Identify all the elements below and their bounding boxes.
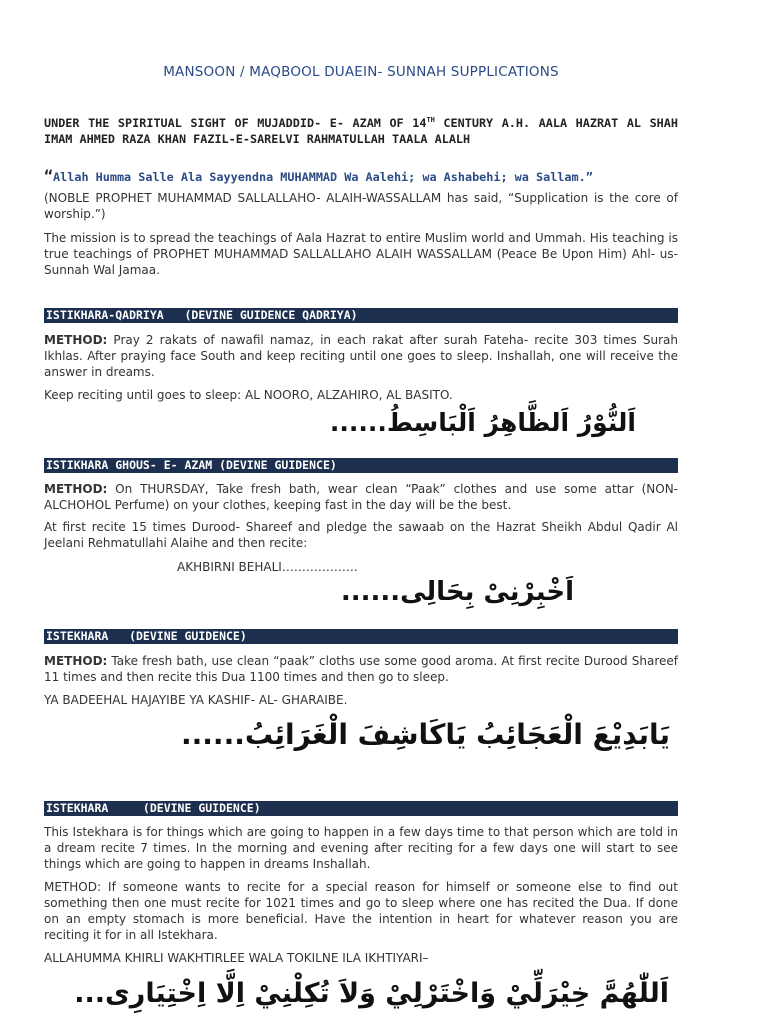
intro-line-a: UNDER THE SPIRITUAL SIGHT OF MUJADDID- E- AZAM OF 14 <box>44 115 427 130</box>
blessing-text: Allah Humma Salle Ala Sayyendna MUHAMMAD Wa Aalehi; wa Ashabehi; wa Sallam. <box>53 170 586 184</box>
section-2-method <box>44 481 678 513</box>
blessing-open-quote: “ <box>44 167 54 185</box>
method-text: On THURSDAY, Take fresh bath, wear clean “Paak” clothes and use some attar (NON- ALCHOHOL Perfume) on your clothes, keeping fast in the day will be the best. <box>44 482 678 512</box>
method-text: Pray 2 rakats of nawafil namaz, in each rakat after surah Fateha- recite 303 times Surah Ikhlas. After praying face South and keep reciting until one goes to sleep. Inshallah, one will receive the answer in dreams. <box>44 333 678 379</box>
section-2-extra: At first recite 15 times Durood- Shareef and pledge the sawaab on the Hazrat Sheikh Abdul Qadir Al Jeelani Rehmatullahi Alaihe and then recite: <box>44 520 678 550</box>
section-4-extra: ALLAHUMMA KHIRLI WAKHTIRLEE WALA TOKILNE ILA IKHTIYARI– <box>44 951 429 965</box>
hadith-paragraph: (NOBLE PROPHET MUHAMMAD SALLALLAHO- ALAIH-WASSALLAM has said, “Supplication is the core of worship.”) <box>44 191 678 221</box>
arabic-dua-4: اَللّٰهُمَّ خِيْرَلِّيْ وَاخْتَرْلِيْ وَلاَ تُكِلْنِيْ اِلَّا اِخْتِيَارِی... <box>74 978 669 1009</box>
section-2-transliteration: AKHBIRNI BEHALI………………. <box>177 560 358 574</box>
section-heading-istikhara-qadriya: ISTIKHARA-QADRIYA (DEVINE GUIDENCE QADRIYA) <box>44 308 678 323</box>
blessing-line <box>44 167 678 185</box>
blessing-close-quote: ” <box>585 170 593 184</box>
section-heading-istikhara-ghous-e-azam: ISTIKHARA GHOUS- E- AZAM (DEVINE GUIDENCE) <box>44 458 678 473</box>
section-3-extra: YA BADEEHAL HAJAYIBE YA KASHIF- AL- GHARAIBE. <box>44 693 348 707</box>
arabic-dua-2: اَخْبِرْنِیْ بِحَالِی...... <box>340 577 574 607</box>
intro-line-b: CENTURY A.H. AALA HAZRAT AL SHAH IMAM AHMED RAZA KHAN FAZIL-E-SARELVI RAHMATULLAH TAALA ALALH <box>44 115 678 146</box>
intro-superscript: TH <box>426 116 435 124</box>
arabic-dua-3: یَابَدِیْعَ الْعَجَائِبُ یَاکَاشِفَ الْغَرَائِبُ...... <box>181 718 670 751</box>
section-3-method <box>44 653 678 685</box>
arabic-dua-1: اَلنُّوْرُ اَلظَّاهِرُ اَلْبَاسِطُ...... <box>329 408 636 437</box>
method-label: METHOD: <box>44 333 108 347</box>
section-heading-istekhara-2: ISTEKHARA (DEVINE GUIDENCE) <box>44 801 678 816</box>
mission-paragraph: The mission is to spread the teachings of Aala Hazrat to entire Muslim world and Ummah. His teaching is true teachings of PROPHET MUHAMMAD SALLALLAHO ALAIH WASSALLAM (Peace Be Upon Him) Ahl- us- Sunnah Wal Jamaa. <box>44 231 678 277</box>
document-title: MANSOON / MAQBOOL DUAEIN- SUNNAH SUPPLICATIONS <box>163 64 559 80</box>
section-1-method <box>44 332 678 380</box>
method-label: METHOD: <box>44 654 108 668</box>
section-4-paragraph-2: METHOD: If someone wants to recite for a special reason for himself or someone else to find out something then one must recite for 1021 times and go to sleep where one has recited the Dua. If done on an empty stomach is more beneficial. Have the intention in heart for whatever reason you are reciting it for in all Istekhara. <box>44 880 678 942</box>
section-4-paragraph-1: This Istekhara is for things which are going to happen in a few days time to that person which are told in a dream recite 7 times. In the morning and evening after reciting for a few days one will start to see things which are going to happen in dreams Inshallah. <box>44 825 678 871</box>
method-text: Take fresh bath, use clean “paak” cloths use some good aroma. At first recite Durood Shareef 11 times and then recite this Dua 1100 times and then go to sleep. <box>44 654 678 684</box>
method-label: METHOD: <box>44 482 108 496</box>
section-1-extra: Keep reciting until goes to sleep: AL NOORO, ALZAHIRO, AL BASITO. <box>44 388 453 402</box>
intro-heading <box>44 112 678 147</box>
section-heading-istekhara-1: ISTEKHARA (DEVINE GUIDENCE) <box>44 629 678 644</box>
